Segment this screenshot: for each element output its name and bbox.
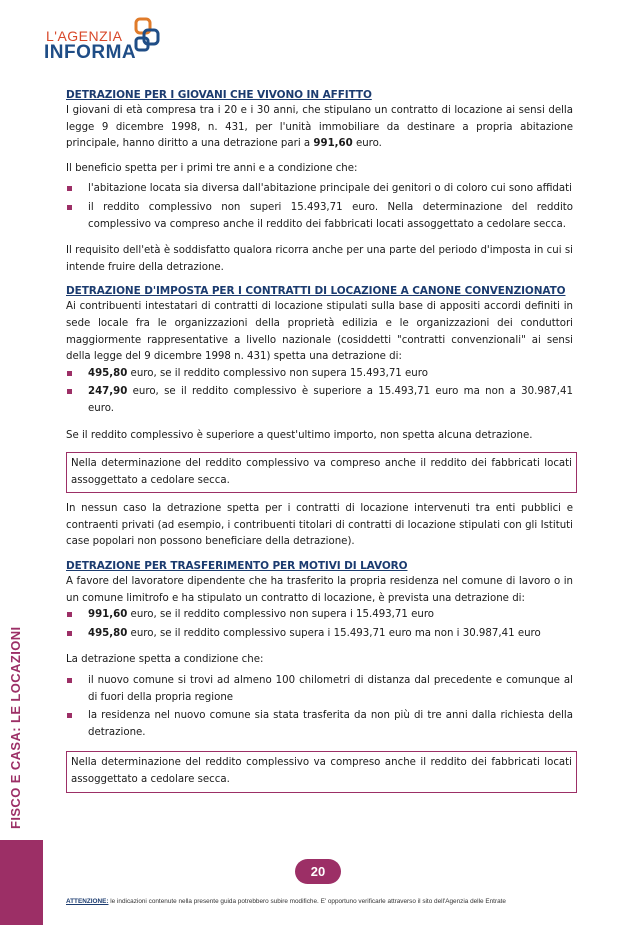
main-content — [66, 88, 573, 793]
list-item: la residenza nel nuovo comune sia stata trasferita da non più di tre anni dalla richiesta della detrazione. — [66, 708, 573, 741]
section-title-trasferimento: DETRAZIONE PER TRASFERIMENTO PER MOTIVI DI LAVORO — [66, 560, 408, 573]
list-item: il nuovo comune si trovi ad almeno 100 chilometri di distanza dal precedente e comunque al di fuori della propria regione — [66, 673, 573, 706]
page-number: 20 — [295, 859, 341, 884]
amount-list — [66, 366, 573, 418]
bullet-square-icon — [67, 678, 72, 683]
footer-label: ATTENZIONE: — [66, 898, 109, 905]
note-box: Nella determinazione del reddito complessivo va compreso anche il reddito dei fabbricati locati assoggettato a cedolare secca. — [66, 751, 577, 792]
logo-mark-icon — [122, 16, 162, 56]
amount: 495,80 — [88, 627, 128, 639]
paragraph: La detrazione spetta a condizione che: — [66, 654, 264, 666]
paragraph: In nessun caso la detrazione spetta per i contratti di locazione intervenuti tra enti pubblici e contraenti privati (ad esempio, i contribuenti titolari di contratti di locazione stipulati con gli Istituti case popolari non possono beneficiare della detrazione). — [66, 503, 573, 548]
bullet-square-icon — [67, 713, 72, 718]
paragraph: Ai contribuenti intestatari di contratti di locazione stipulati sulla base di appositi accordi definiti in sede locale fra le organizzazioni della proprietà edilizia e le organizzazioni dei conduttori maggiormente rappresentative a livello nazionale (cosiddetti "contratti convenzionali" ai sensi della legge del 9 dicembre 1998 n. 431) spetta una detrazione di: — [66, 301, 573, 363]
logo-line2: INFORMA — [44, 42, 137, 63]
footer-text: le indicazioni contenute nella presente guida potrebbero subire modifiche. E' opportuno verificarle attraverso il sito dell'Agenzia delle Entrate — [108, 898, 506, 905]
condition-list — [66, 181, 573, 233]
bullet-square-icon — [67, 631, 72, 636]
list-item: il reddito complessivo non superi 15.493,71 euro. Nella determinazione del reddito complessivo va compreso anche il reddito dei fabbricati locati assoggettato a cedolare secca. — [66, 200, 573, 233]
bullet-square-icon — [67, 371, 72, 376]
condition-list — [66, 673, 573, 741]
section-title-canone-convenzionato: DETRAZIONE D'IMPOSTA PER I CONTRATTI DI LOCAZIONE A CANONE CONVENZIONATO — [66, 285, 566, 298]
paragraph: Se il reddito complessivo è superiore a quest'ultimo importo, non spetta alcuna detrazione. — [66, 429, 533, 441]
bullet-square-icon — [67, 186, 72, 191]
paragraph: Il beneficio spetta per i primi tre anni e a condizione che: — [66, 162, 358, 174]
agenzia-informa-logo — [42, 16, 162, 62]
footer-disclaimer — [66, 898, 586, 905]
amount: 991,60 — [313, 138, 353, 150]
amount: 247,90 — [88, 386, 128, 398]
side-section-label: FISCO E CASA: LE LOCAZIONI — [8, 626, 23, 829]
list-item: l'abitazione locata sia diversa dall'abitazione principale dei genitori o di coloro cui sono affidati — [66, 181, 573, 198]
paragraph: A favore del lavoratore dipendente che ha trasferito la propria residenza nel comune di lavoro o in un comune limitrofo e ha stipulato un contratto di locazione, è prevista una detrazione di: — [66, 576, 573, 604]
list-item: 991,60 euro, se il reddito complessivo non supera i 15.493,71 euro — [66, 607, 573, 624]
logo-line1: L'AGENZIA — [46, 28, 123, 44]
list-item: 247,90 euro, se il reddito complessivo è superiore a 15.493,71 euro ma non a 30.987,41 euro. — [66, 384, 573, 417]
section-title-giovani: DETRAZIONE PER I GIOVANI CHE VIVONO IN AFFITTO — [66, 89, 372, 101]
paragraph: I giovani di età compresa tra i 20 e i 30 anni, che stipulano un contratto di locazione ai sensi della legge 9 dicembre 1998, n. 431, per l'unità immobiliare da destinare a propria abitazione principale, hanno diritto a una detrazione pari a 991,60 euro. — [66, 105, 573, 150]
paragraph: Il requisito dell'età è soddisfatto qualora ricorra anche per una parte del periodo d'imposta in cui si intende fruire della detrazione. — [66, 245, 573, 273]
amount: 495,80 — [88, 367, 128, 379]
bullet-square-icon — [67, 612, 72, 617]
list-item: 495,80 euro, se il reddito complessivo supera i 15.493,71 euro ma non i 30.987,41 euro — [66, 626, 573, 643]
note-box: Nella determinazione del reddito complessivo va compreso anche il reddito dei fabbricati locati assoggettato a cedolare secca. — [66, 452, 577, 493]
bullet-square-icon — [67, 205, 72, 210]
list-item: 495,80 euro, se il reddito complessivo non supera 15.493,71 euro — [66, 366, 573, 383]
side-color-bar — [0, 840, 43, 925]
amount-list — [66, 607, 573, 642]
amount: 991,60 — [88, 609, 128, 621]
bullet-square-icon — [67, 389, 72, 394]
